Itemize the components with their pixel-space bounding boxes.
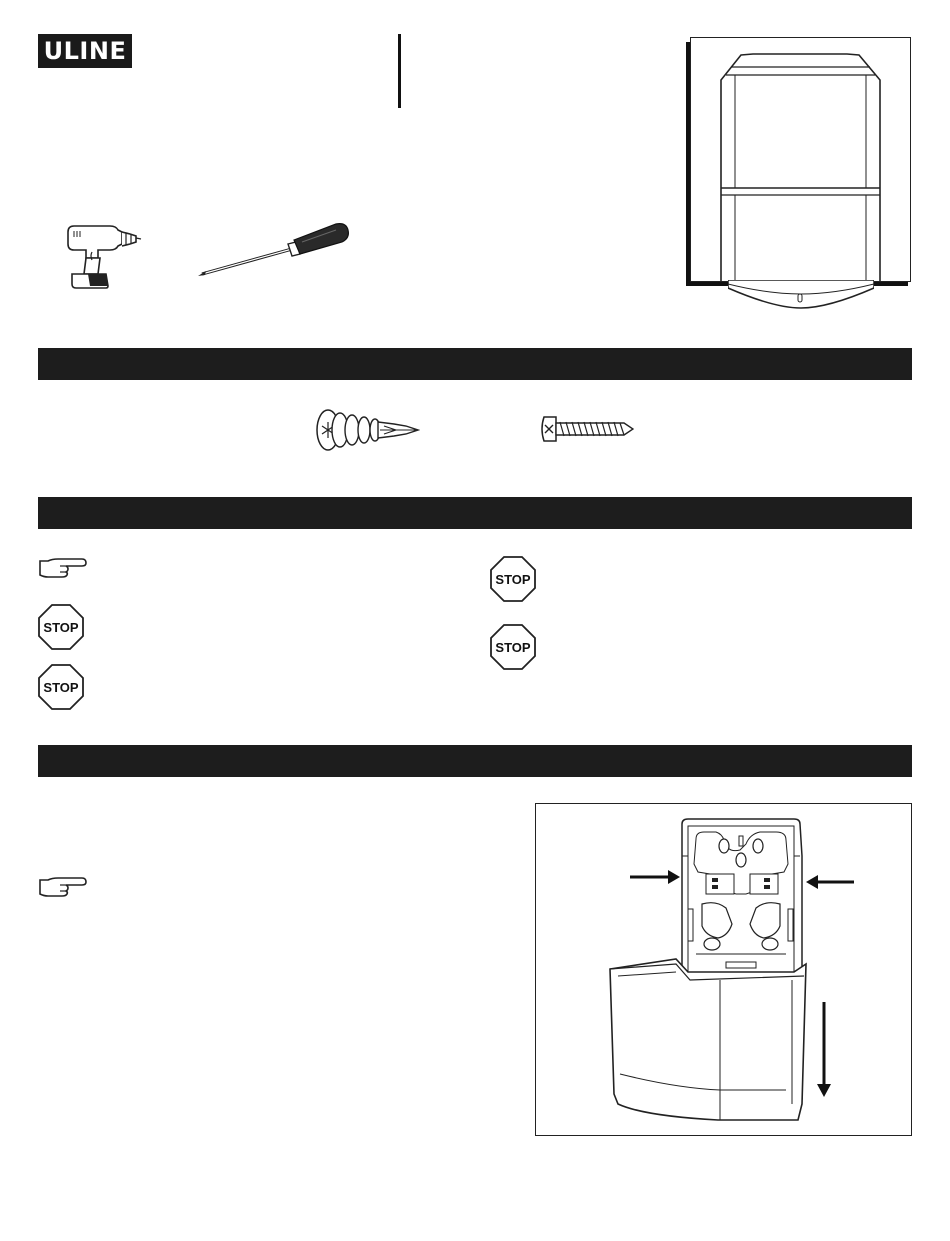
stop-sign-icon bbox=[490, 556, 536, 602]
installation-figure bbox=[535, 803, 912, 1136]
stop-sign-icon bbox=[38, 664, 84, 710]
svg-text:STOP: STOP bbox=[495, 572, 531, 587]
pointing-hand-icon bbox=[38, 557, 88, 579]
section-bar-parts bbox=[38, 348, 912, 380]
svg-text:STOP: STOP bbox=[43, 620, 79, 635]
dispenser-product-image bbox=[691, 38, 910, 281]
drill-icon bbox=[62, 222, 142, 290]
screwdriver-icon bbox=[196, 220, 352, 280]
header-divider bbox=[398, 34, 401, 108]
pointing-hand-icon bbox=[38, 876, 88, 898]
screw-icon bbox=[538, 412, 634, 446]
drywall-anchor-icon bbox=[310, 406, 420, 454]
section-bar-installation bbox=[38, 745, 912, 777]
dispenser-base bbox=[728, 280, 874, 310]
uline-logo: ULINE bbox=[38, 34, 132, 68]
section-bar-safety bbox=[38, 497, 912, 529]
svg-text:STOP: STOP bbox=[495, 640, 531, 655]
svg-text:STOP: STOP bbox=[43, 680, 79, 695]
product-image-frame bbox=[690, 37, 911, 282]
stop-sign-icon bbox=[38, 604, 84, 650]
stop-sign-icon bbox=[490, 624, 536, 670]
